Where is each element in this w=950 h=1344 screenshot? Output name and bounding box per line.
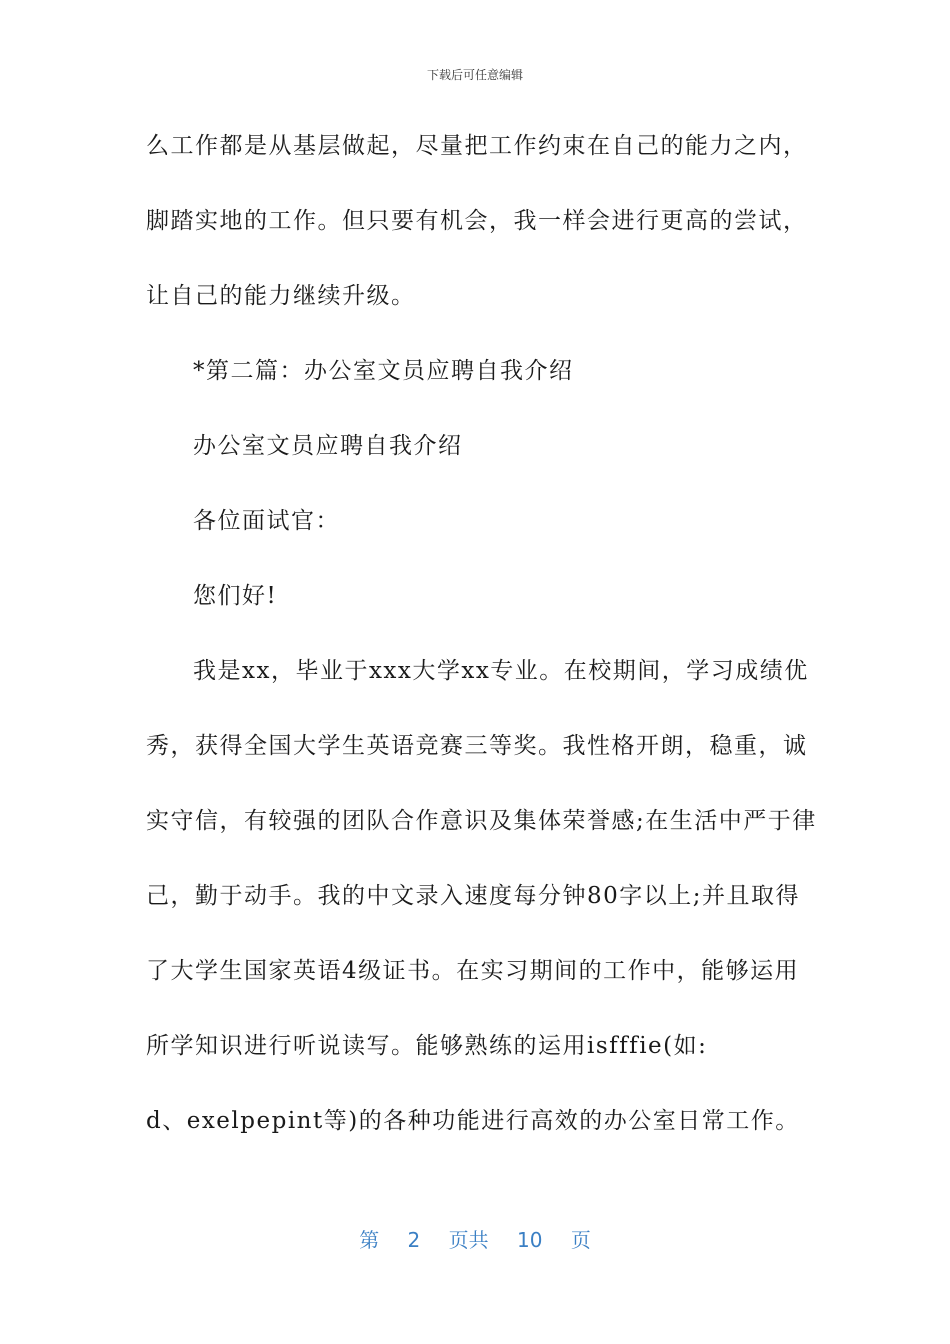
section-title: 办公室文员应聘自我介绍 bbox=[193, 433, 463, 459]
body-line-12: 了大学生国家英语4级证书。在实习期间的工作中，能够运用 bbox=[146, 958, 800, 984]
document-body bbox=[146, 124, 816, 1174]
body-line-10: 实守信，有较强的团队合作意识及集体荣誉感;在生活中严于律 bbox=[146, 808, 817, 834]
footer-page-suffix: 页 bbox=[570, 1228, 591, 1252]
section-heading: *第二篇：办公室文员应聘自我介绍 bbox=[193, 358, 574, 384]
body-line-13: 所学知识进行听说读写。能够熟练的运用isfffie(如: bbox=[146, 1033, 708, 1059]
footer-page-prefix: 第 bbox=[359, 1228, 380, 1252]
body-line-2: 脚踏实地的工作。但只要有机会，我一样会进行更高的尝试， bbox=[146, 208, 808, 234]
footer-page-total: 10 bbox=[517, 1228, 543, 1252]
footer-page-middle: 页共 bbox=[448, 1228, 489, 1252]
page-footer bbox=[0, 1224, 950, 1253]
salutation: 各位面试官： bbox=[193, 508, 340, 534]
body-line-8: 我是xx，毕业于xxx大学xx专业。在校期间，学习成绩优 bbox=[193, 658, 809, 684]
body-line-9: 秀，获得全国大学生英语竞赛三等奖。我性格开朗，稳重，诚 bbox=[146, 733, 808, 759]
body-line-14: d、exelpepint等)的各种功能进行高效的办公室日常工作。 bbox=[146, 1108, 800, 1134]
page-header: 下载后可任意编辑 bbox=[426, 68, 523, 82]
body-line-1: 么工作都是从基层做起，尽量把工作约束在自己的能力之内， bbox=[146, 133, 808, 159]
body-line-3: 让自己的能力继续升级。 bbox=[146, 283, 416, 309]
footer-page-number: 2 bbox=[407, 1228, 421, 1252]
greeting: 您们好! bbox=[193, 583, 278, 609]
body-line-11: 己，勤于动手。我的中文录入速度每分钟80字以上;并且取得 bbox=[146, 883, 801, 909]
